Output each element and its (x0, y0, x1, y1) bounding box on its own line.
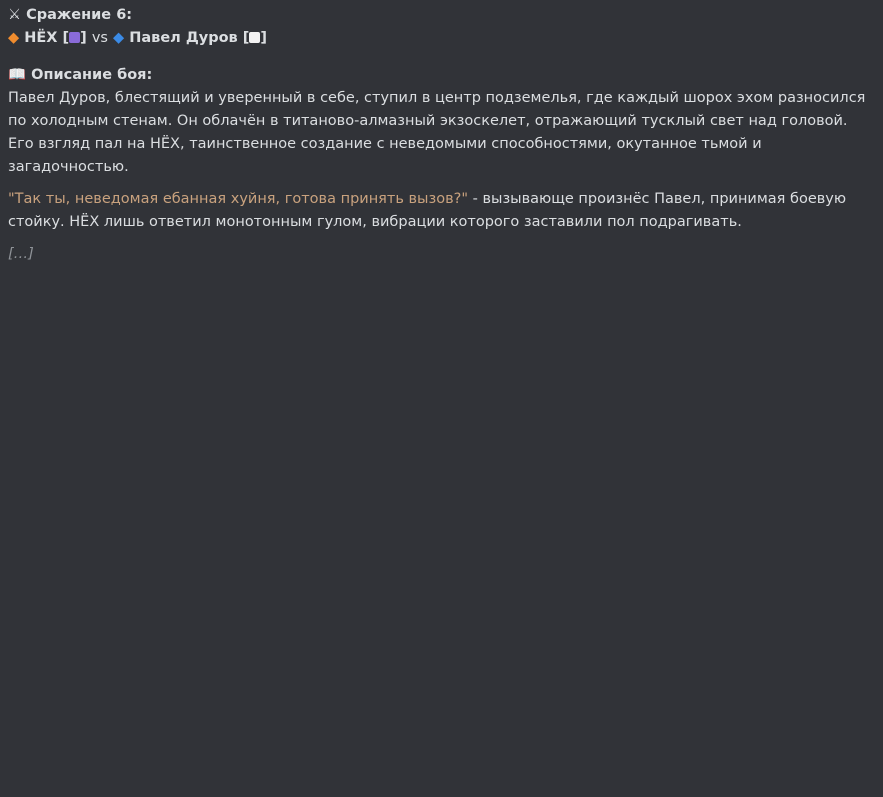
white-square-icon (249, 32, 260, 43)
vs-label: vs (91, 30, 108, 46)
fighters-line: ◆ НЁХ [ ] vs ◆ Павел Дуров [ ] (8, 30, 268, 46)
battle-title: Сражение 6: (26, 7, 133, 23)
book-icon: 📖 (8, 67, 27, 83)
orange-diamond-icon: ◆ (8, 30, 20, 46)
fighter1-name: НЁХ (24, 30, 58, 46)
redacted-paragraphs: […] (8, 246, 34, 262)
crossed-swords-icon: ⚔ (8, 7, 21, 23)
quote: "Так ты, неведомая ебанная хуйня, готова принять вызов?" (8, 191, 468, 207)
description-title: Описание боя: (31, 67, 153, 83)
paragraph-1: Павел Дуров, блестящий и уверенный в себе, ступил в центр подземелья, где каждый шорох эхом разносился по холодным стенам. Он облачён в титаново-алмазный экзоскелет, отражающий тусклый свет над головой. Его взгляд пал на НЁХ, таинственное создание с неведомыми способностями, окутанное тьмой и загадочностью. (8, 90, 866, 175)
description-title-line (8, 64, 875, 87)
alien-icon (69, 32, 80, 43)
blue-diamond-icon: ◆ (113, 30, 125, 46)
paragraph-2-text: - вызывающе произнёс Павел, принимая боевую стойку. НЁХ лишь ответил монотонным гулом, вибрации которого заставили пол подрагивать. (8, 191, 847, 230)
battle-title-line (8, 4, 875, 27)
paragraph-2 (8, 188, 875, 234)
message-content (0, 0, 883, 279)
fighter2-name: Павел Дуров (129, 30, 238, 46)
